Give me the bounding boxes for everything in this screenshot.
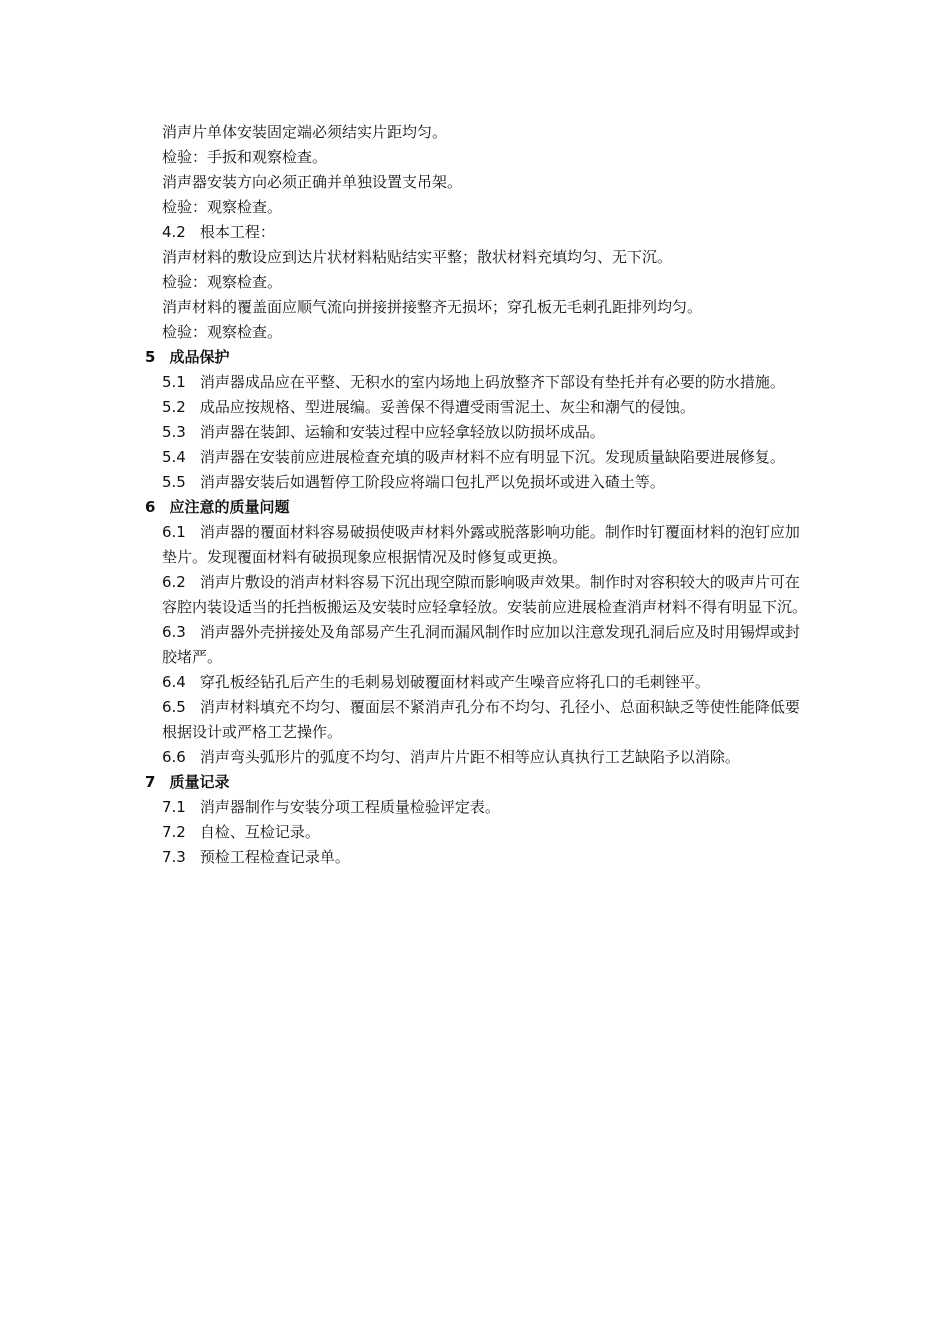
item-number: 7.3: [162, 848, 186, 866]
item-number: 5.5: [162, 473, 186, 491]
list-item: [145, 670, 807, 695]
item-number: 5.2: [162, 398, 186, 416]
list-item: [145, 395, 807, 420]
item-text: 消声弯头弧形片的弧度不均匀、消声片片距不相等应认真执行工艺缺陷予以消除。: [199, 748, 740, 766]
paragraph: 消声器安装方向必须正确并单独设置支吊架。: [162, 173, 463, 191]
item-text: 消声材料填充不均匀、覆面层不紧消声孔分布不均匀、孔径小、总面积缺乏等使性能降低要根据设计或严格工艺操作。: [162, 698, 800, 741]
item-text: 消声器的覆面材料容易破损使吸声材料外露或脱落影响功能。制作时钉覆面材料的泡钉应加垫片。发现覆面材料有破损现象应根据情况及时修复或更换。: [162, 523, 800, 566]
section-title: 质量记录: [169, 773, 230, 791]
item-text: 消声器外壳拼接处及角部易产生孔洞而漏风制作时应加以注意发现孔洞后应及时用锡焊或封胶堵严。: [162, 623, 800, 666]
item-number: 7.1: [162, 798, 186, 816]
list-item: [145, 745, 807, 770]
item-number: 6.5: [162, 698, 186, 716]
item-number: 5.1: [162, 373, 186, 391]
item-text: 自检、互检记录。: [199, 823, 320, 841]
list-item: [145, 795, 807, 820]
list-item: [145, 445, 807, 470]
item-number: 6.6: [162, 748, 186, 766]
section-number: 5: [145, 348, 156, 366]
subsection-number: 4.2: [162, 223, 186, 241]
item-number: 7.2: [162, 823, 186, 841]
paragraph: 检验：观察检查。: [162, 198, 283, 216]
section-number: 6: [145, 498, 156, 516]
item-number: 6.2: [162, 573, 186, 591]
subsection-heading: [145, 220, 807, 245]
paragraph: 检验：观察检查。: [162, 323, 283, 341]
section-heading: [145, 495, 807, 520]
item-text: 消声器安装后如遇暂停工阶段应将端口包扎严以免损坏或进入碴土等。: [199, 473, 665, 491]
list-item: [145, 370, 807, 395]
item-text: 消声器制作与安装分项工程质量检验评定表。: [199, 798, 500, 816]
list-item: [145, 520, 807, 570]
item-number: 5.4: [162, 448, 186, 466]
list-item: [145, 620, 807, 670]
item-text: 穿孔板经钻孔后产生的毛刺易划破覆面材料或产生噪音应将孔口的毛刺锉平。: [199, 673, 710, 691]
item-number: 6.1: [162, 523, 186, 541]
list-item: [145, 845, 807, 870]
item-number: 5.3: [162, 423, 186, 441]
list-item: [145, 820, 807, 845]
section-heading: [145, 770, 807, 795]
list-item: [145, 695, 807, 745]
section-title: 应注意的质量问题: [169, 498, 290, 516]
section-number: 7: [145, 773, 156, 791]
paragraph: 检验：手扳和观察检查。: [162, 148, 328, 166]
item-text: 消声器在装卸、运输和安装过程中应轻拿轻放以防损坏成品。: [199, 423, 605, 441]
paragraph: 检验：观察检查。: [162, 273, 283, 291]
item-text: 成品应按规格、型进展编。妥善保不得遭受雨雪泥土、灰尘和潮气的侵蚀。: [199, 398, 695, 416]
section-heading: [145, 345, 807, 370]
document-body: [145, 120, 807, 870]
list-item: [145, 470, 807, 495]
paragraph: 消声材料的覆盖面应顺气流向拼接拼接整齐无损坏；穿孔板无毛刺孔距排列均匀。: [162, 298, 703, 316]
item-number: 6.3: [162, 623, 186, 641]
list-item: [145, 570, 807, 620]
item-text: 消声器成品应在平整、无积水的室内场地上码放整齐下部设有垫托并有必要的防水措施。: [199, 373, 785, 391]
item-number: 6.4: [162, 673, 186, 691]
item-text: 消声片敷设的消声材料容易下沉出现空隙而影响吸声效果。制作时对容积较大的吸声片可在容腔内装设适当的托挡板搬运及安装时应轻拿轻放。安装前应进展检查消声材料不得有明显下沉。: [162, 573, 808, 616]
list-item: [145, 420, 807, 445]
item-text: 消声器在安装前应进展检查充填的吸声材料不应有明显下沉。发现质量缺陷要进展修复。: [199, 448, 785, 466]
paragraph: 消声片单体安装固定端必须结实片距均匀。: [162, 123, 448, 141]
subsection-title: 根本工程：: [199, 223, 275, 241]
section-title: 成品保护: [169, 348, 230, 366]
item-text: 预检工程检查记录单。: [199, 848, 350, 866]
paragraph: 消声材料的敷设应到达片状材料粘贴结实平整；散状材料充填均匀、无下沉。: [162, 248, 673, 266]
